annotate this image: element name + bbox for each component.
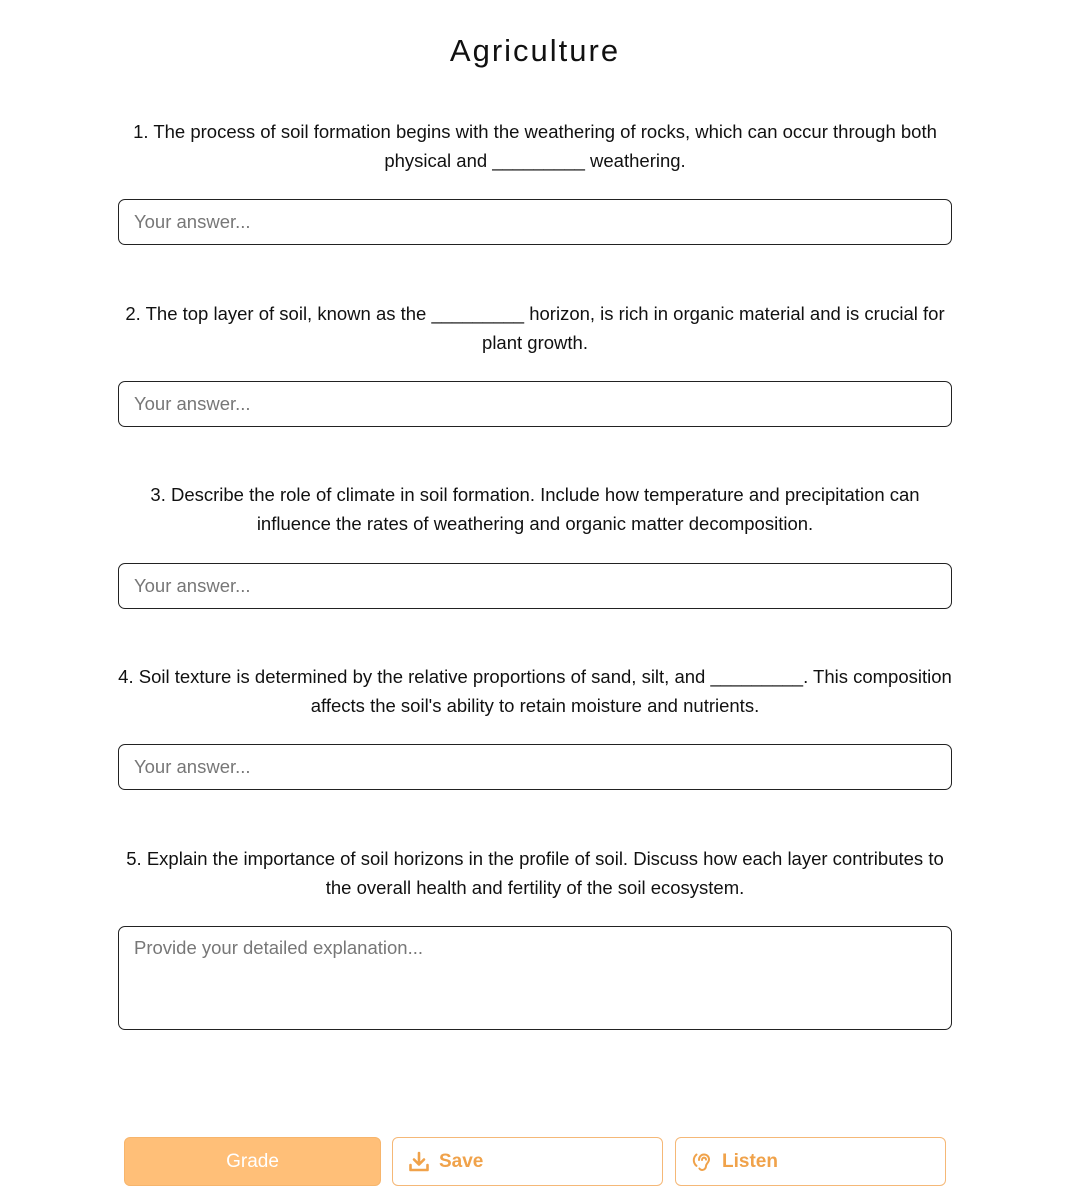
- question-3: [118, 480, 952, 538]
- listen-button-label: Listen: [722, 1150, 778, 1172]
- question-5-text: 5. Explain the importance of soil horizons in the profile of soil. Discuss how each layer contributes to the overall health and fertility of the soil ecosystem.: [126, 848, 944, 898]
- answer-input-2[interactable]: [118, 381, 952, 427]
- answer-input-3[interactable]: [118, 563, 952, 609]
- download-icon: [408, 1151, 430, 1173]
- question-2-text: 2. The top layer of soil, known as the _________ horizon, is rich in organic material and is crucial for plant growth.: [125, 303, 945, 353]
- question-2: [118, 299, 952, 357]
- question-4-text: 4. Soil texture is determined by the relative proportions of sand, silt, and _________. This composition affects the soil's ability to retain moisture and nutrients.: [118, 666, 952, 716]
- question-4: [118, 662, 952, 720]
- save-button-label: Save: [439, 1150, 484, 1172]
- page-title: Agriculture: [449, 33, 621, 68]
- hearing-icon: [691, 1151, 713, 1173]
- question-1: [118, 117, 952, 175]
- grade-button-label: Grade: [226, 1150, 279, 1172]
- answer-input-4[interactable]: [118, 744, 952, 790]
- question-3-text: 3. Describe the role of climate in soil formation. Include how temperature and precipitation can influence the rates of weathering and organic matter decomposition.: [150, 484, 920, 534]
- listen-button[interactable]: [675, 1137, 946, 1186]
- question-5: [118, 844, 952, 902]
- answer-textarea-5[interactable]: [118, 926, 952, 1030]
- answer-input-1[interactable]: [118, 199, 952, 245]
- save-button[interactable]: [392, 1137, 663, 1186]
- grade-button[interactable]: [124, 1137, 381, 1186]
- question-1-text: 1. The process of soil formation begins with the weathering of rocks, which can occur through both physical and _________ weathering.: [133, 121, 937, 171]
